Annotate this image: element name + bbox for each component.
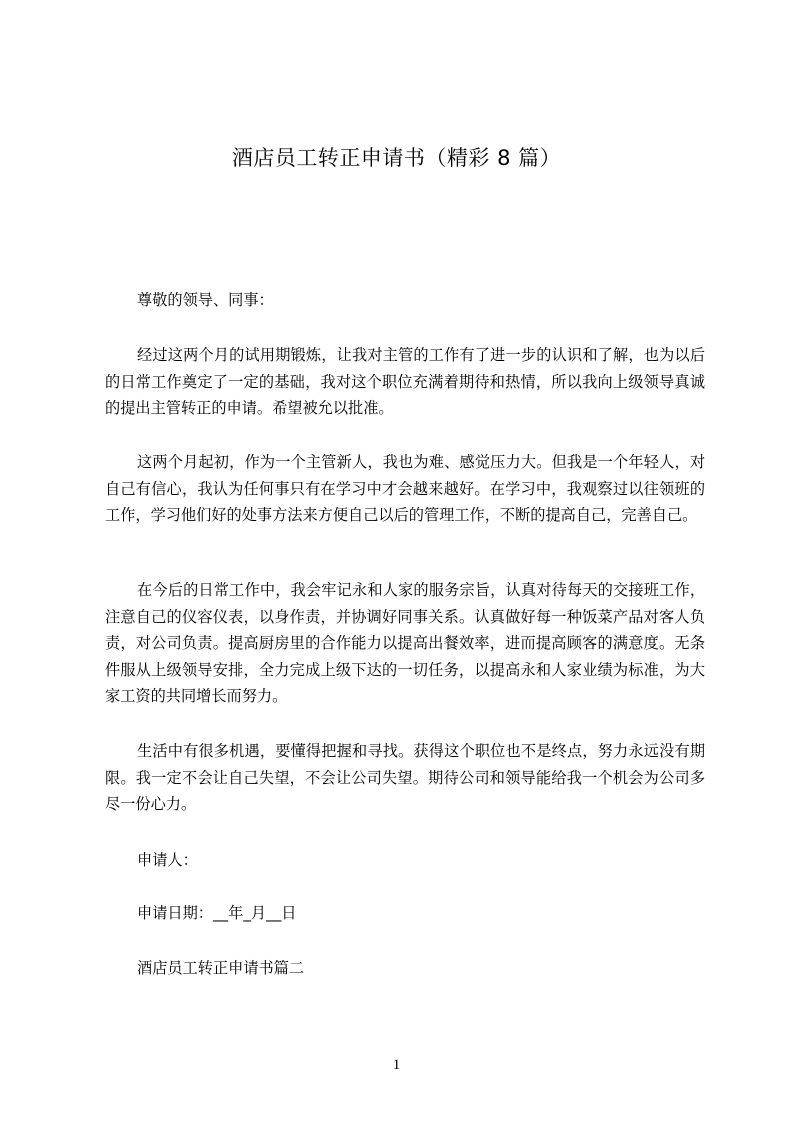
application-date-line: 申请日期：__年_月__日 [137, 904, 297, 922]
paragraph-4: 生活中有很多机遇，要懂得把握和寻找。获得这个职位也不是终点，努力永远没有期限。我一定不会让自己失望，不会让公司失望。期待公司和领导能给我一个机会为公司多尽一份心力。 [105, 742, 705, 813]
paragraph-3: 在今后的日常工作中，我会牢记永和人家的服务宗旨，认真对待每天的交接班工作，注意自己的仪容仪表，以身作责，并协调好同事关系。认真做好每一种饭菜产品对客人负责，对公司负责。提高厨房里的合作能力以提高出餐效率，进而提高顾客的满意度。无条件服从上级领导安排，全力完成上级下达的一切任务，以提高永和人家业绩为标准，为大家工资的共同增长而努力。 [105, 581, 705, 705]
paragraph-1: 经过这两个月的试用期锻炼，让我对主管的工作有了进一步的认识和了解，也为以后的日常工作奠定了一定的基础，我对这个职位充满着期待和热情，所以我向上级领导真诚的提出主管转正的申请。希望被允以批准。 [105, 346, 705, 417]
next-section-heading: 酒店员工转正申请书篇二 [137, 959, 305, 977]
paragraph-2: 这两个月起初，作为一个主管新人，我也为难、感觉压力大。但我是一个年轻人，对自己有信心，我认为任何事只有在学习中才会越来越好。在学习中，我观察过以往领班的工作，学习他们好的处事方法来方便自己以后的管理工作，不断的提高自己，完善自己。 [105, 453, 705, 524]
applicant-line: 申请人： [137, 851, 198, 869]
page-number: 1 [392, 1057, 401, 1073]
document-title: 酒店员工转正申请书（精彩 8 篇） [231, 146, 562, 170]
salutation: 尊敬的领导、同事： [137, 291, 274, 309]
